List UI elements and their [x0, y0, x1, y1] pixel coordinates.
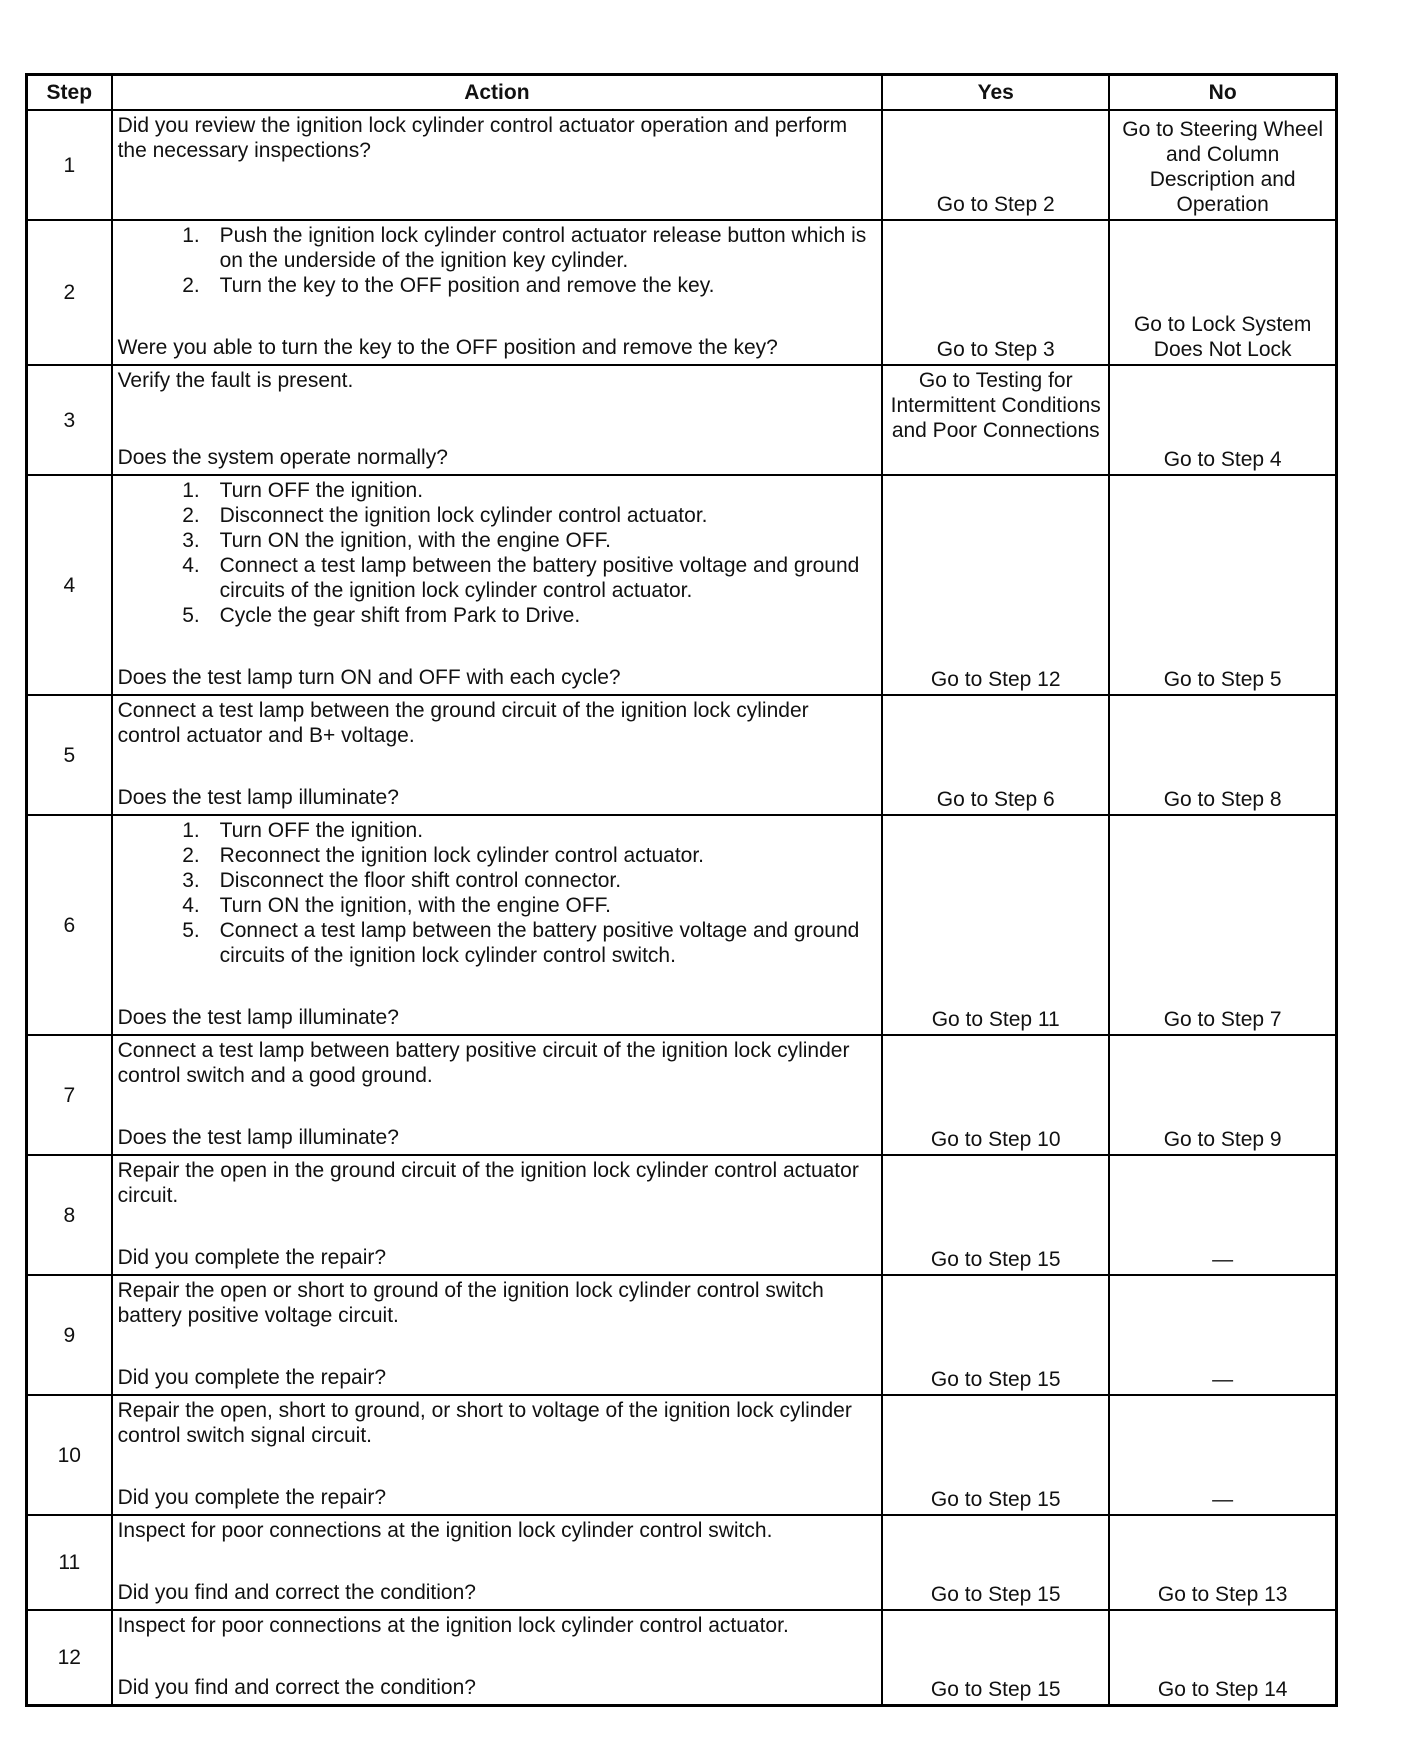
procedure-list — [118, 818, 876, 968]
no-result: Go to Step 14 — [1109, 1610, 1336, 1705]
procedure-item: 4. Turn ON the ignition, with the engine OFF. — [206, 893, 876, 918]
no-result: Go to Step 5 — [1109, 475, 1336, 695]
action-question: Does the test lamp illuminate? — [117, 1126, 399, 1149]
action-cell — [112, 695, 883, 815]
action-instruction: Inspect for poor connections at the ignition lock cylinder control actuator. — [117, 1614, 789, 1637]
action-question: Does the test lamp illuminate? — [117, 786, 399, 809]
table-row — [27, 1610, 1337, 1705]
procedure-item: 1. Push the ignition lock cylinder control actuator release button which is on the underside of the ignition key cylinder. — [206, 223, 876, 273]
action-cell — [112, 1610, 883, 1705]
table-row — [27, 815, 1337, 1035]
yes-result: Go to Step 3 — [882, 220, 1109, 365]
procedure-item: 1. Turn OFF the ignition. — [206, 818, 876, 843]
header-yes: Yes — [882, 75, 1109, 111]
action-instruction: Repair the open or short to ground of the ignition lock cylinder control switch battery positive voltage circuit. — [117, 1279, 824, 1327]
step-number: 4 — [27, 475, 112, 695]
table-row — [27, 1395, 1337, 1515]
action-instruction: Connect a test lamp between battery positive circuit of the ignition lock cylinder control switch and a good ground. — [117, 1039, 850, 1087]
procedure-item: 5. Connect a test lamp between the battery positive voltage and ground circuits of the ignition lock cylinder control switch. — [206, 918, 876, 968]
yes-result: Go to Step 12 — [882, 475, 1109, 695]
no-result: Go to Step 9 — [1109, 1035, 1336, 1155]
action-instruction: Connect a test lamp between the ground circuit of the ignition lock cylinder control actuator and B+ voltage. — [117, 699, 809, 747]
action-instruction: Did you review the ignition lock cylinder control actuator operation and perform the necessary inspections? — [117, 114, 848, 162]
table-row — [27, 475, 1337, 695]
action-question: Did you complete the repair? — [117, 1366, 387, 1389]
procedure-item: 3. Turn ON the ignition, with the engine OFF. — [206, 528, 876, 553]
action-cell — [112, 815, 883, 1035]
procedure-item: 4. Connect a test lamp between the battery positive voltage and ground circuits of the ignition lock cylinder control actuator. — [206, 553, 876, 603]
action-cell — [112, 1395, 883, 1515]
table-row — [27, 1035, 1337, 1155]
action-question: Did you complete the repair? — [117, 1486, 387, 1509]
no-result: — — [1109, 1275, 1336, 1395]
yes-result: Go to Step 15 — [882, 1155, 1109, 1275]
step-number: 9 — [27, 1275, 112, 1395]
header-action: Action — [112, 75, 883, 111]
no-result: Go to Steering Wheel and Column Description and Operation — [1109, 110, 1336, 220]
table-row — [27, 1275, 1337, 1395]
yes-result: Go to Step 10 — [882, 1035, 1109, 1155]
no-result: Go to Step 4 — [1109, 365, 1336, 475]
no-result: — — [1109, 1155, 1336, 1275]
procedure-item: 2. Turn the key to the OFF position and remove the key. — [206, 273, 876, 298]
no-result: — — [1109, 1395, 1336, 1515]
action-cell — [112, 475, 883, 695]
step-number: 11 — [27, 1515, 112, 1610]
step-number: 6 — [27, 815, 112, 1035]
step-number: 12 — [27, 1610, 112, 1705]
action-cell — [112, 1515, 883, 1610]
header-row — [27, 75, 1337, 111]
action-cell — [112, 365, 883, 475]
table-row — [27, 1515, 1337, 1610]
step-number: 3 — [27, 365, 112, 475]
procedure-list — [118, 223, 876, 298]
no-result: Go to Lock System Does Not Lock — [1109, 220, 1336, 365]
yes-result: Go to Step 15 — [882, 1610, 1109, 1705]
action-instruction: Inspect for poor connections at the ignition lock cylinder control switch. — [117, 1519, 773, 1542]
yes-result: Go to Testing for Intermittent Conditions and Poor Connections — [882, 365, 1109, 475]
action-question: Does the test lamp illuminate? — [117, 1006, 399, 1029]
action-instruction: Repair the open, short to ground, or short to voltage of the ignition lock cylinder control switch signal circuit. — [117, 1399, 852, 1447]
table-row — [27, 365, 1337, 475]
table-row — [27, 1155, 1337, 1275]
yes-result: Go to Step 6 — [882, 695, 1109, 815]
step-number: 8 — [27, 1155, 112, 1275]
table-row — [27, 110, 1337, 220]
action-cell — [112, 1155, 883, 1275]
action-question: Did you complete the repair? — [117, 1246, 387, 1269]
step-number: 10 — [27, 1395, 112, 1515]
yes-result: Go to Step 11 — [882, 815, 1109, 1035]
procedure-item: 5. Cycle the gear shift from Park to Drive. — [206, 603, 876, 628]
action-cell — [112, 110, 883, 220]
action-instruction: Repair the open in the ground circuit of the ignition lock cylinder control actuator circuit. — [117, 1159, 859, 1207]
step-number: 5 — [27, 695, 112, 815]
table-row — [27, 695, 1337, 815]
no-result: Go to Step 13 — [1109, 1515, 1336, 1610]
action-question: Does the test lamp turn ON and OFF with each cycle? — [117, 666, 621, 689]
yes-result: Go to Step 15 — [882, 1395, 1109, 1515]
yes-result: Go to Step 2 — [882, 110, 1109, 220]
action-question: Did you find and correct the condition? — [117, 1676, 476, 1699]
action-question: Does the system operate normally? — [117, 446, 448, 469]
no-result: Go to Step 7 — [1109, 815, 1336, 1035]
header-step: Step — [27, 75, 112, 111]
procedure-item: 1. Turn OFF the ignition. — [206, 478, 876, 503]
action-question: Were you able to turn the key to the OFF position and remove the key? — [117, 336, 778, 359]
procedure-item: 2. Disconnect the ignition lock cylinder control actuator. — [206, 503, 876, 528]
action-instruction: Verify the fault is present. — [117, 369, 354, 392]
step-number: 1 — [27, 110, 112, 220]
header-no: No — [1109, 75, 1336, 111]
procedure-item: 3. Disconnect the floor shift control connector. — [206, 868, 876, 893]
procedure-list — [118, 478, 876, 628]
action-question: Did you find and correct the condition? — [117, 1581, 476, 1604]
step-number: 2 — [27, 220, 112, 365]
yes-result: Go to Step 15 — [882, 1275, 1109, 1395]
action-cell — [112, 220, 883, 365]
procedure-item: 2. Reconnect the ignition lock cylinder control actuator. — [206, 843, 876, 868]
yes-result: Go to Step 15 — [882, 1515, 1109, 1610]
diagnostic-table — [25, 73, 1338, 1707]
table-row — [27, 220, 1337, 365]
action-cell — [112, 1275, 883, 1395]
step-number: 7 — [27, 1035, 112, 1155]
action-cell — [112, 1035, 883, 1155]
no-result: Go to Step 8 — [1109, 695, 1336, 815]
